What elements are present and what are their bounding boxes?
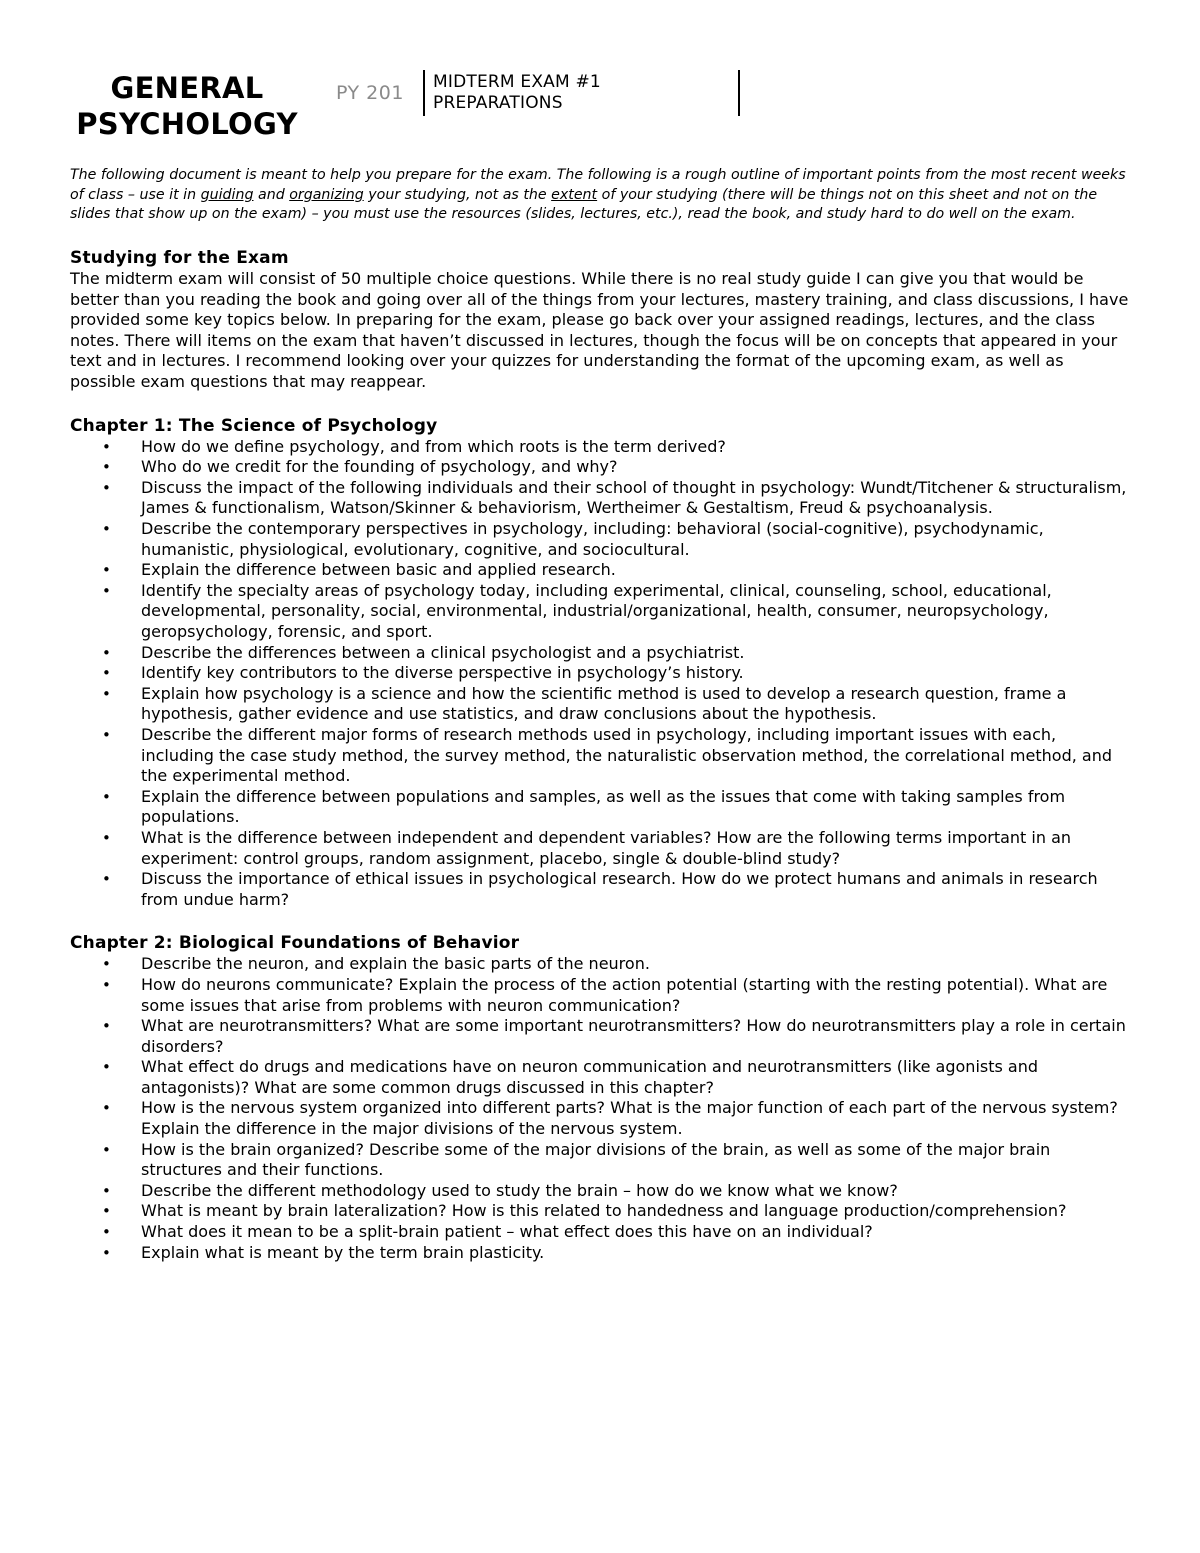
list-item-text: How do we define psychology, and from which roots is the term derived? bbox=[141, 436, 726, 456]
bullet-icon: • bbox=[102, 828, 111, 847]
list-item bbox=[70, 1057, 1134, 1098]
title-line-1: GENERAL bbox=[110, 71, 264, 105]
list-item-text: What is the difference between independent and dependent variables? How are the following terms important in an experiment: control groups, random assignment, placebo, single & double-blind study? bbox=[141, 827, 1072, 868]
bullet-icon: • bbox=[102, 1058, 111, 1077]
bullet-icon: • bbox=[102, 478, 111, 497]
bullet-icon: • bbox=[102, 975, 111, 994]
list-item-text: Identify key contributors to the diverse perspective in psychology’s history. bbox=[141, 663, 744, 683]
list-item-text: Who do we credit for the founding of psychology, and why? bbox=[141, 457, 618, 477]
list-item bbox=[70, 1140, 1134, 1181]
list-item-text: Describe the neuron, and explain the basic parts of the neuron. bbox=[141, 954, 650, 974]
intro-text-1: The following document is meant to help you prepare for the exam. The following is a rough outline of important points from the most recent weeks of class – use it in bbox=[70, 167, 1126, 203]
intro-text-3: your studying, not as the bbox=[363, 186, 552, 203]
chapter-2-list bbox=[70, 954, 1134, 1263]
list-item bbox=[70, 581, 1134, 643]
list-item bbox=[70, 869, 1134, 910]
intro-text-2: and bbox=[253, 186, 290, 203]
list-item bbox=[70, 975, 1134, 1016]
list-item bbox=[70, 828, 1134, 869]
studying-paragraph: The midterm exam will consist of 50 multiple choice questions. While there is no real study guide I can give you that would be better than you reading the book and going over all of the things from your lectures, mastery training, and class discussions, I have provided some key topics below. In preparing for the exam, please go back over your assigned readings, lectures, and the class notes. There will items on the exam that haven’t discussed in lectures, though the focus will be on concepts that appeared in your text and in lectures. I recommend looking over your quizzes for understanding the format of the upcoming exam, as well as possible exam questions that may reappear. bbox=[70, 269, 1129, 392]
bullet-icon: • bbox=[102, 437, 111, 456]
list-item bbox=[70, 787, 1134, 828]
chapter-2-heading: Chapter 2: Biological Foundations of Behavior bbox=[70, 933, 520, 954]
bullet-icon: • bbox=[102, 1243, 111, 1262]
list-item bbox=[70, 1181, 1134, 1202]
bullet-icon: • bbox=[102, 1223, 111, 1242]
list-item-text: What effect do drugs and medications have on neuron communication and neurotransmitters (like agonists and antagonists)? What are some common drugs discussed in this chapter? bbox=[141, 1057, 1039, 1097]
list-item bbox=[70, 478, 1134, 519]
list-item bbox=[70, 560, 1134, 581]
exam-title-line-1: MIDTERM EXAM #1 bbox=[433, 72, 601, 92]
bullet-icon: • bbox=[102, 1181, 111, 1200]
intro-paragraph bbox=[70, 166, 1134, 225]
list-item bbox=[70, 519, 1134, 560]
bullet-icon: • bbox=[102, 520, 111, 539]
list-item-text: What does it mean to be a split-brain patient – what effect does this have on an individual? bbox=[141, 1222, 873, 1242]
title-line-2: PSYCHOLOGY bbox=[76, 107, 298, 141]
bullet-icon: • bbox=[102, 561, 111, 580]
bullet-icon: • bbox=[102, 458, 111, 477]
list-item-text: Describe the contemporary perspectives in psychology, including: behavioral (social-cognitive), psychodynamic, humanistic, physiological, evolutionary, cognitive, and sociocultural. bbox=[141, 519, 1044, 559]
list-item-text: Describe the different methodology used to study the brain – how do we know what we know? bbox=[141, 1180, 898, 1200]
exam-title-line-2: PREPARATIONS bbox=[433, 93, 563, 113]
bullet-icon: • bbox=[102, 581, 111, 600]
list-item-text: How is the brain organized? Describe some of the major divisions of the brain, as well as some of the major brain structures and their functions. bbox=[141, 1139, 1051, 1180]
list-item-text: Explain the difference between populations and samples, as well as the issues that come with taking samples from populations. bbox=[141, 786, 1066, 827]
intro-text-4: of your studying (there will be things not on this sheet and not on the slides that show up on the exam) – you must use the resources (slides, lectures, etc.), read the book, and study hard to do well on the exam. bbox=[70, 186, 1098, 223]
intro-underline-organizing: organizing bbox=[289, 186, 364, 203]
list-item bbox=[70, 954, 1134, 975]
list-item-text: What are neurotransmitters? What are some important neurotransmitters? How do neurotransmitters play a role in certain disorders? bbox=[141, 1016, 1126, 1056]
studying-heading: Studying for the Exam bbox=[70, 248, 289, 269]
exam-title bbox=[433, 72, 601, 114]
list-item-text: Discuss the impact of the following individuals and their school of thought in psychology: Wundt/Titchener & structuralism, James & functionalism, Watson/Skinner & behaviorism, Wertheimer & Gestaltism, Freud & psychoanalysis. bbox=[141, 477, 1127, 518]
intro-underline-guiding: guiding bbox=[200, 186, 254, 203]
bullet-icon: • bbox=[102, 870, 111, 889]
bullet-icon: • bbox=[102, 955, 111, 974]
list-item bbox=[70, 643, 1134, 664]
list-item bbox=[70, 684, 1134, 725]
header-divider-left bbox=[423, 70, 425, 116]
list-item bbox=[70, 1201, 1134, 1222]
list-item-text: Explain the difference between basic and applied research. bbox=[141, 560, 616, 580]
chapter-1-list bbox=[70, 437, 1134, 911]
chapter-1-heading: Chapter 1: The Science of Psychology bbox=[70, 415, 438, 436]
list-item-text: Identify the specialty areas of psychology today, including experimental, clinical, counseling, school, educational, developmental, personality, social, environmental, industrial/organizational, health, consumer, neuropsychology, geropsychology, forensic, and sport. bbox=[141, 580, 1052, 642]
bullet-icon: • bbox=[102, 684, 111, 703]
bullet-icon: • bbox=[102, 664, 111, 683]
bullet-icon: • bbox=[102, 1017, 111, 1036]
header-divider-right bbox=[738, 70, 740, 116]
list-item bbox=[70, 1016, 1134, 1057]
list-item-text: Describe the different major forms of research methods used in psychology, including important issues with each, including the case study method, the survey method, the naturalistic observation method, the correlational method, and the experimental method. bbox=[141, 724, 1112, 786]
list-item bbox=[70, 457, 1134, 478]
bullet-icon: • bbox=[102, 725, 111, 744]
bullet-icon: • bbox=[102, 1099, 111, 1118]
document-title bbox=[60, 70, 314, 142]
list-item-text: How do neurons communicate? Explain the process of the action potential (starting with the resting potential). What are some issues that arise from problems with neuron communication? bbox=[141, 974, 1108, 1015]
list-item-text: What is meant by brain lateralization? How is this related to handedness and language production/comprehension? bbox=[141, 1201, 1067, 1221]
document-body bbox=[70, 166, 1134, 1285]
list-item bbox=[70, 1243, 1134, 1264]
list-item-text: Discuss the importance of ethical issues in psychological research. How do we protect humans and animals in research from undue harm? bbox=[141, 869, 1098, 909]
list-item-text: How is the nervous system organized into different parts? What is the major function of each part of the nervous system? Explain the difference in the major divisions of the nervous system. bbox=[141, 1098, 1118, 1139]
intro-underline-extent: extent bbox=[551, 186, 598, 203]
list-item-text: Describe the differences between a clinical psychologist and a psychiatrist. bbox=[141, 642, 745, 662]
course-code: PY 201 bbox=[336, 82, 404, 104]
list-item-text: Explain what is meant by the term brain plasticity. bbox=[141, 1242, 545, 1262]
list-item bbox=[70, 437, 1134, 458]
list-item bbox=[70, 1098, 1134, 1139]
bullet-icon: • bbox=[102, 1202, 111, 1221]
list-item bbox=[70, 663, 1134, 684]
bullet-icon: • bbox=[102, 643, 111, 662]
list-item-text: Explain how psychology is a science and how the scientific method is used to develop a research question, frame a hypothesis, gather evidence and use statistics, and draw conclusions about the hypothesis. bbox=[141, 683, 1067, 724]
list-item bbox=[70, 1222, 1134, 1243]
bullet-icon: • bbox=[102, 787, 111, 806]
list-item bbox=[70, 725, 1134, 787]
bullet-icon: • bbox=[102, 1140, 111, 1159]
